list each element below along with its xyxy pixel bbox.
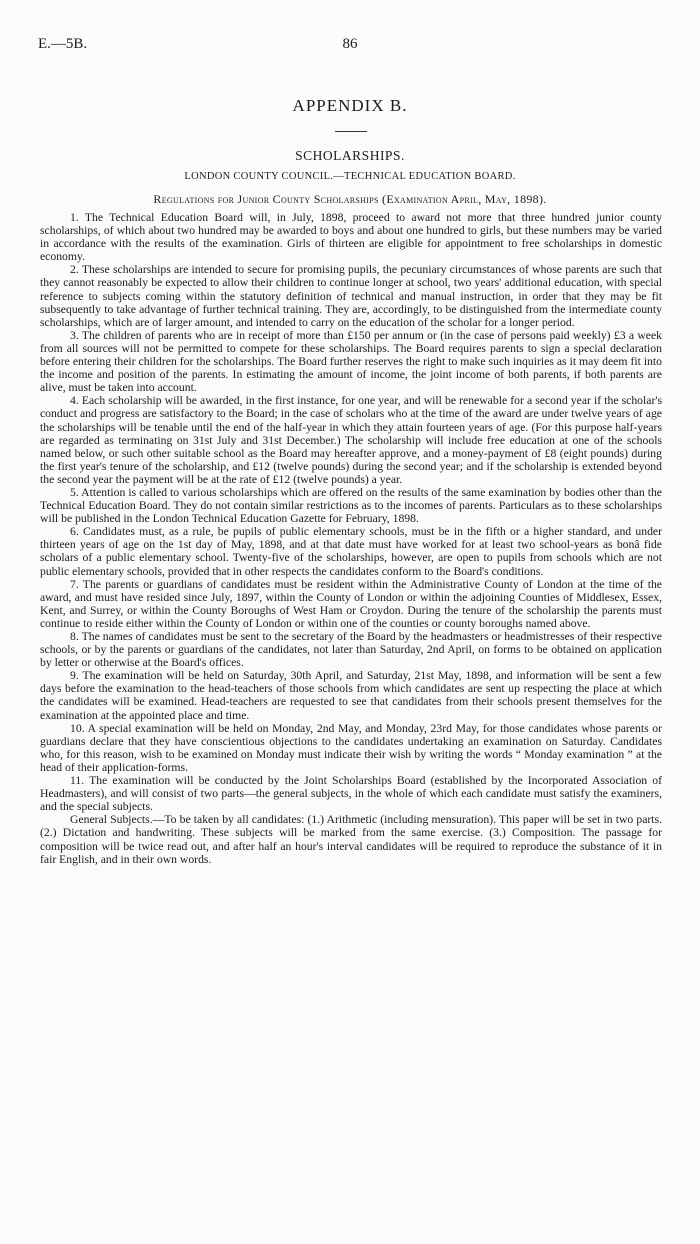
paragraph-2: 2. These scholarships are intended to secure for promising pupils, the pecuniary circumstances of whose parents are such that they cannot reasonably be expected to allow their children to continue longer at school, two years' additional education, with special reference to subjects coming within the statutory definition of technical and manual instruction, in order that they may be fit subsequently to take advantage of further technical training. They are, accordingly, to be distinguished from the intermediate county scholarships, which are of larger amount, and intended to carry on the education of the scholar for a longer period. (40, 263, 662, 329)
paragraph-11: 11. The examination will be conducted by the Joint Scholarships Board (established by the Incorporated Association of Headmasters), and will consist of two parts—the general subjects, in the whole of which each candidate must satisfy the examiners, and the special subjects. (40, 774, 662, 814)
heading-rule (335, 131, 367, 132)
paragraph-7: 7. The parents or guardians of candidates must be resident within the Administrative County of London at the time of the award, and must have resided since July, 1897, within the County of London or within the adjoining Counties of Middlesex, Essex, Kent, and Surrey, or within the County Boroughs of West Ham or Croydon. During the tenure of the scholarship the parents must continue to reside either within the County of London or within one of the counties or county boroughs named above. (40, 577, 662, 630)
paragraph-3: 3. The children of parents who are in receipt of more than £150 per annum or (in the case of persons paid weekly) £3 a week from all sources will not be permitted to compete for these scholarships. The Board requires parents to sign a special declaration before entering their children for the scholarships. The Board further reserves the right to make such inquiries as it may deem fit into the income and position of the parents. In estimating the amount of income, the joint income of both parents, if both parents are alive, must be taken into account. (40, 328, 662, 395)
council-subtitle: LONDON COUNTY COUNCIL.—TECHNICAL EDUCATION BOARD. (184, 171, 516, 182)
paragraph-9: 9. The examination will be held on Saturday, 30th April, and Saturday, 21st May, 1898, and information will be sent a few days before the examination to the head-teachers of those schools from which candidates are sent up respecting the place at which the candidates will be examined. Head-teachers are requested to see that candidates from their schools present themselves for the examination at the appointed place and time. (40, 669, 662, 722)
page-number: 86 (342, 36, 358, 52)
paragraph-4: 4. Each scholarship will be awarded, in the first instance, for one year, and will be renewable for a second year if the scholar's conduct and progress are satisfactory to the Board; in the case of scholars who at the time of the award are under twelve years of age the scholarships will be tenable until the end of the half-year in which they attain fourteen years of age. (For this purpose half-years are regarded as terminating on 31st July and 31st December.) The scholarship will include free education at one of the schools named below, or such other suitable school as the Board may hereafter approve, and a money-payment of £8 (eight pounds) during the first year's tenure of the scholarship, and £12 (twelve pounds) during the second year; and if the scholarship is extended beyond the second year the payment will be at the rate of £12 (twelve pounds) a year. (40, 394, 662, 486)
regulations-heading: Regulations for Junior County Scholarships (Examination April, May, 1898). (153, 192, 547, 206)
paragraph-general-subjects: General Subjects.—To be taken by all candidates: (1.) Arithmetic (including mensuration). This paper will be set in two parts. (2.) Dictation and handwriting. These subjects will be marked from the same exercise. (3.) Composition. The passage for composition will be twice read out, and after half an hour's interval candidates will be required to reproduce the substance of it in fair English, and in their own words. (40, 813, 662, 866)
paragraph-8: 8. The names of candidates must be sent to the secretary of the Board by the headmasters or headmistresses of their respective schools, or by the parents or guardians of the candidates, not later than Saturday, 2nd April, on forms to be obtained on application by letter or otherwise at the Board's offices. (40, 630, 662, 670)
paragraph-10: 10. A special examination will be held on Monday, 2nd May, and Monday, 23rd May, for those candidates whose parents or guardians declare that they have conscientious objections to the candidates undertaking an examination on Saturday. Candidates who, for this reason, wish to be examined on Monday must indicate their wish by writing the words “ Monday examination ” at the head of their application-forms. (40, 721, 662, 774)
regulations-body (40, 211, 662, 866)
paragraph-1: 1. The Technical Education Board will, in July, 1898, proceed to award not more that three hundred junior county scholarships, of which about two hundred may be awarded to boys and about one hundred to girls, but these numbers may be varied in accordance with the results of the examination. Girls of thirteen are eligible for appointment to free scholarships in domestic economy. (40, 211, 662, 264)
appendix-heading: APPENDIX B. (292, 96, 408, 115)
document-reference: E.—5B. (38, 36, 88, 52)
paragraph-5: 5. Attention is called to various scholarships which are offered on the results of the same examination by bodies other than the Technical Education Board. They do not contain similar restrictions as to the incomes of parents. Particulars as to these scholarships will be published in the London Technical Education Gazette for February, 1898. (40, 485, 662, 526)
paragraph-6: 6. Candidates must, as a rule, be pupils of public elementary schools, must be in the fifth or a higher standard, and under thirteen years of age on the 1st day of May, 1898, and at that date must have worked for at least two school-years as bonâ fide scholars of a public elementary school. Twenty-five of the scholarships, however, are open to pupils from schools which are not public elementary schools, provided that in other respects the candidates conform to the Board's conditions. (40, 525, 662, 578)
section-title: SCHOLARSHIPS. (295, 148, 405, 163)
